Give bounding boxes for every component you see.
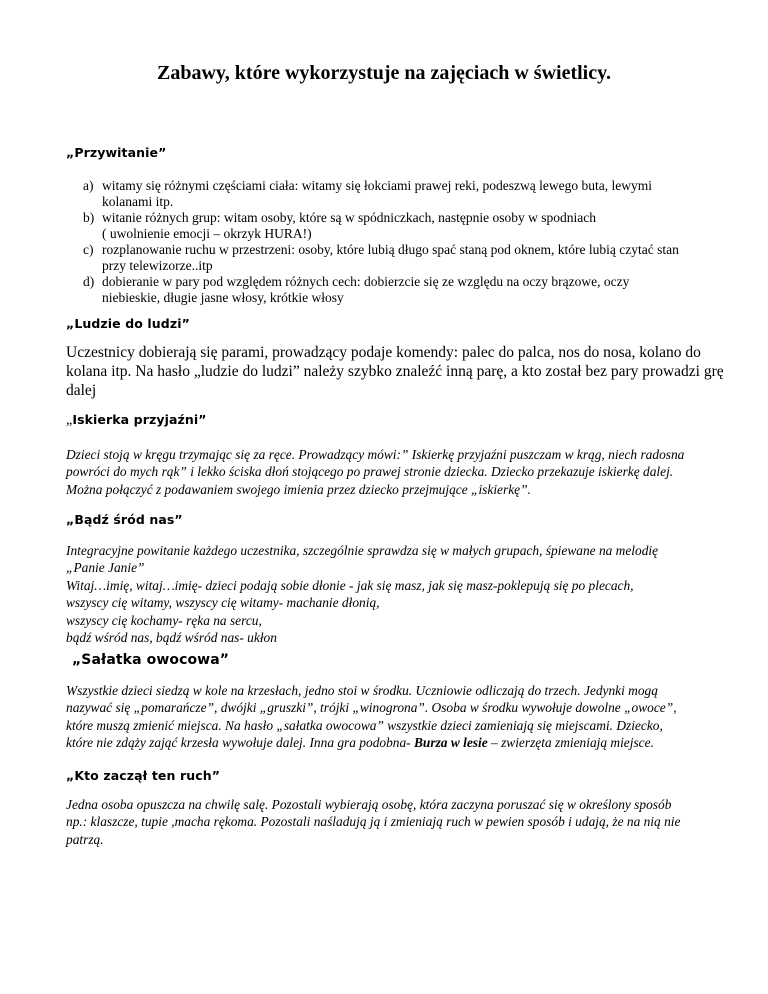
ludzie-do-ludzi-text: Uczestnicy dobierają się parami, prowadzący podaje komendy: palec do palca, nos do nosa, kolano do kolana itp. Na hasło „ludzie do ludzi” należy szybko znaleźć inną parę, a kto został bez pary prowadzi grę dalej [66,344,724,399]
list-marker: b) [83,210,95,225]
list-marker: c) [83,242,94,257]
section-heading-salatka-owocowa: „Sałatka owocowa” [72,652,230,668]
przywitanie-list [66,178,726,306]
badz-srod-nas-text: Integracyjne powitanie każdego uczestnika, szczególnie sprawdza się w małych grupach, śpiewane na melodię „Panie Janie” Witaj…imię, witaj…imię- dzieci podają sobie dłonie - jak się masz, jak się masz-poklepują się po plecach, wszyscy cię witamy, wszyscy cię witamy- machanie dłonią, wszyscy cię kochamy- ręka na sercu, bądź wśród nas, bądź wśród nas- ukłon [66,543,659,646]
section-heading-iskierka: „Iskierka przyjaźni” [66,412,207,428]
kto-zaczal-text: Jedna osoba opuszcza na chwilę salę. Pozostali wybierają osobę, która zaczyna poruszać się w określony sposób np.: klaszcze, tupie ,macha rękoma. Pozostali naśladują ją i zmieniają ruch w pewien sposób i udają, że na nią nie patrzą. [66,797,681,847]
page-title: Zabawy, które wykorzystuje na zajęciach w świetlicy. [156,62,612,84]
burza-w-lesie-bold: Burza w lesie [414,735,488,751]
iskierka-text: Dzieci stoją w kręgu trzymając się za ręce. Prowadzący mówi:” Iskierkę przyjaźni puszczam w krąg, niech radosna powróci do mych rąk” i lekko ściska dłoń stojącego po prawej stronie dziecka. Dziecko przekazuje iskierkę dalej. Można połączyć z podawaniem swojego imienia przez dziecko przejmujące „iskierkę”. [66,447,685,497]
list-item: d) dobieranie w pary pod względem różnych cech: dobierzcie się ze względu na oczy brązowe, oczy niebieskie, długie jasne włosy, krótkie włosy [83,274,630,305]
section-heading-ludzie-do-ludzi: „Ludzie do ludzi” [66,316,190,331]
list-marker: a) [83,178,94,193]
section-heading-przywitanie: „Przywitanie” [66,145,167,160]
salatka-owocowa-text: Wszystkie dzieci siedzą w kole na krzesłach, jedno stoi w środku. Uczniowie odliczają do trzech. Jedynki mogą nazywać się „pomarańcze”, dwójki „gruszki”, trójki „winogrona”. Osoba w środku wywołuje dowolne „owoce”, które muszą zmienić miejsca. Na hasło „sałatka owocowa” wszystkie dzieci zamieniają się miejscami. Dziecko, które nie zdąży zająć krzesła wywołuje dalej. Inna gra podobna- Burza w lesie – zwierzęta zmieniają miejsce. [66,683,677,751]
list-item: c) rozplanowanie ruchu w przestrzeni: osoby, które lubią długo spać staną pod oknem, które lubią czytać stan przy telewizorze..itp [83,242,679,273]
list-item: b) witanie różnych grup: witam osoby, które są w spódniczkach, następnie osoby w spodniach ( uwolnienie emocji – okrzyk HURA!) [83,210,597,241]
section-heading-kto-zaczal: „Kto zaczął ten ruch” [66,768,221,783]
section-heading-badz-srod-nas: „Bądź śród nas” [66,512,183,527]
list-item: a) witamy się różnymi częściami ciała: witamy się łokciami prawej reki, podeszwą lewego buta, lewymi kolanami itp. [83,178,652,209]
list-marker: d) [83,274,95,289]
